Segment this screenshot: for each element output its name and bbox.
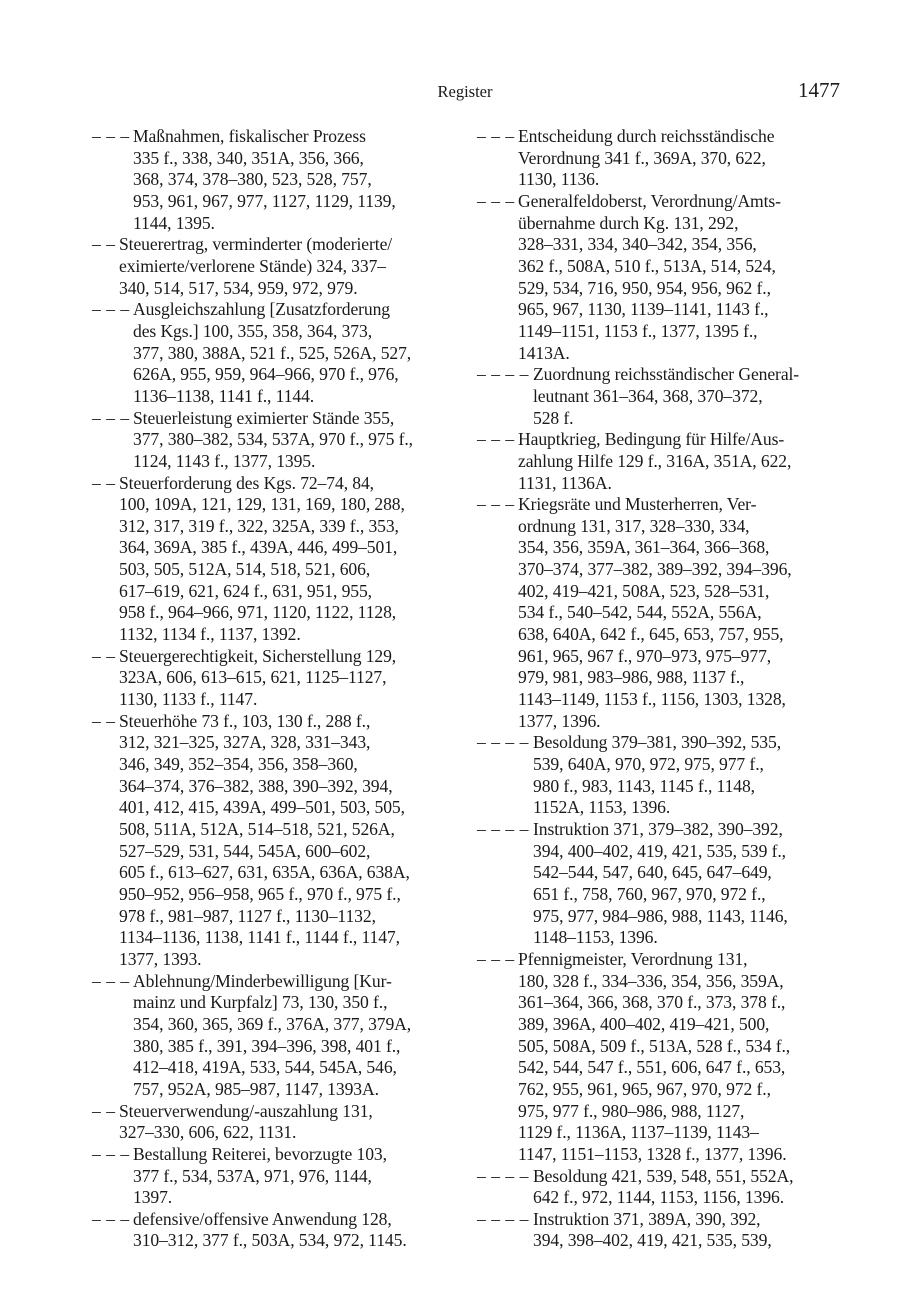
entry-continuation-line: 975, 977, 984–986, 988, 1143, 1146, xyxy=(533,905,788,926)
entry-text xyxy=(477,429,852,494)
entry-text xyxy=(477,732,852,819)
entry-continuation-line: 401, 412, 415, 439A, 499–501, 503, 505, xyxy=(119,797,405,818)
entry-text xyxy=(92,711,457,971)
entry-level-dash: – – – xyxy=(92,299,130,320)
entry-continuation-line: 617–619, 621, 624 f., 631, 951, 955, xyxy=(119,580,372,601)
index-entry xyxy=(477,1209,852,1252)
entry-text xyxy=(477,191,852,364)
page-number: 1477 xyxy=(798,78,840,102)
entry-heading-line: Besoldung 421, 539, 548, 551, 552A, xyxy=(533,1165,794,1186)
entry-continuation-line: Verordnung 341 f., 369A, 370, 622, xyxy=(518,147,766,168)
entry-continuation-line: 364, 369A, 385 f., 439A, 446, 499–501, xyxy=(119,537,398,558)
entry-heading-line: Steuergerechtigkeit, Sicherstellung 129, xyxy=(119,645,397,666)
entry-continuation-line: 1130, 1136. xyxy=(518,169,600,190)
index-entry xyxy=(477,364,852,429)
entry-heading-line: Steuerforderung des Kgs. 72–74, 84, xyxy=(119,472,374,493)
entry-heading-line: Instruktion 371, 379–382, 390–392, xyxy=(533,819,783,839)
entry-text xyxy=(477,494,852,732)
entry-continuation-line: 312, 321–325, 327A, 328, 331–343, xyxy=(119,732,371,753)
entry-continuation-line: 328–331, 334, 340–342, 354, 356, xyxy=(518,234,757,255)
entry-text xyxy=(92,646,457,711)
entry-continuation-line: 1136–1138, 1141 f., 1144. xyxy=(133,385,315,406)
entry-continuation-line: 1397. xyxy=(133,1187,173,1208)
entry-continuation-line: ordnung 131, 317, 328–330, 334, xyxy=(518,515,750,536)
entry-continuation-line: 757, 952A, 985–987, 1147, 1393A. xyxy=(133,1078,379,1099)
entry-text xyxy=(477,1166,852,1209)
entry-continuation-line: 975, 977 f., 980–986, 988, 1127, xyxy=(518,1100,745,1121)
entry-heading-line: defensive/offensive Anwendung 128, xyxy=(133,1208,392,1229)
index-entry xyxy=(92,299,457,407)
entry-continuation-line: 1143–1149, 1153 f., 1156, 1303, 1328, xyxy=(518,689,786,710)
entry-level-dash: – – xyxy=(92,645,116,666)
entry-level-dash: – – – xyxy=(477,429,515,450)
entry-text xyxy=(477,819,852,949)
entry-continuation-line: 1134–1136, 1138, 1141 f., 1144 f., 1147, xyxy=(119,927,400,948)
entry-level-dash: – – – xyxy=(477,494,515,515)
entry-level-dash: – – xyxy=(92,472,116,493)
entry-continuation-line: 394, 400–402, 419, 421, 535, 539 f., xyxy=(533,840,786,861)
entry-continuation-line: übernahme durch Kg. 131, 292, xyxy=(518,212,739,233)
index-entry xyxy=(477,819,852,949)
entry-continuation-line: zahlung Hilfe 129 f., 316A, 351A, 622, xyxy=(518,450,792,471)
entry-continuation-line: mainz und Kurpfalz] 73, 130, 350 f., xyxy=(133,992,388,1013)
entry-continuation-line: 377 f., 534, 537A, 971, 976, 1144, xyxy=(133,1165,372,1186)
entry-continuation-line: 364–374, 376–382, 388, 390–392, 394, xyxy=(119,775,393,796)
entry-text xyxy=(477,949,852,1166)
index-entry xyxy=(477,1166,852,1209)
entry-text xyxy=(477,1209,852,1252)
entry-level-dash: – – – xyxy=(92,1208,130,1229)
entry-continuation-line: 958 f., 964–966, 971, 1120, 1122, 1128, xyxy=(119,602,397,623)
entry-heading-line: Ablehnung/Minderbewilligung [Kur- xyxy=(133,970,392,991)
entry-continuation-line: 953, 961, 967, 977, 1127, 1129, 1139, xyxy=(133,190,396,211)
entry-continuation-line: 1147, 1151–1153, 1328 f., 1377, 1396. xyxy=(518,1143,787,1164)
index-column-right xyxy=(477,126,852,1252)
entry-continuation-line: 542, 544, 547 f., 551, 606, 647 f., 653, xyxy=(518,1057,786,1078)
entry-continuation-line: des Kgs.] 100, 355, 358, 364, 373, xyxy=(133,320,372,341)
entry-continuation-line: 361–364, 366, 368, 370 f., 373, 378 f., xyxy=(518,992,786,1013)
index-entry xyxy=(477,191,852,364)
entry-level-dash: – – – – xyxy=(477,1208,529,1229)
entry-continuation-line: 642 f., 972, 1144, 1153, 1156, 1396. xyxy=(533,1187,785,1208)
entry-continuation-line: 1152A, 1153, 1396. xyxy=(533,797,671,818)
entry-heading-line: Zuordnung reichsständischer General- xyxy=(533,364,800,385)
entry-continuation-line: 368, 374, 378–380, 523, 528, 757, xyxy=(133,169,372,190)
entry-continuation-line: 380, 385 f., 391, 394–396, 398, 401 f., xyxy=(133,1035,401,1056)
entry-level-dash: – – – xyxy=(477,948,515,969)
entry-continuation-line: 1144, 1395. xyxy=(133,212,215,233)
index-entry xyxy=(92,408,457,473)
entry-text xyxy=(92,1144,457,1209)
entry-continuation-line: 1132, 1134 f., 1137, 1392. xyxy=(119,624,301,645)
entry-continuation-line: 638, 640A, 642 f., 645, 653, 757, 955, xyxy=(518,624,784,645)
entry-heading-line: Generalfeldoberst, Verordnung/Amts- xyxy=(518,190,781,211)
entry-text xyxy=(92,408,457,473)
entry-continuation-line: 100, 109A, 121, 129, 131, 169, 180, 288, xyxy=(119,494,405,515)
index-entry xyxy=(92,711,457,971)
entry-continuation-line: 762, 955, 961, 965, 967, 970, 972 f., xyxy=(518,1078,771,1099)
entry-continuation-line: 961, 965, 967 f., 970–973, 975–977, xyxy=(518,645,772,666)
entry-continuation-line: 412–418, 419A, 533, 544, 545A, 546, xyxy=(133,1057,397,1078)
entry-continuation-line: 310–312, 377 f., 503A, 534, 972, 1145. xyxy=(133,1230,407,1251)
entry-continuation-line: 340, 514, 517, 534, 959, 972, 979. xyxy=(119,277,358,298)
entry-continuation-line: 978 f., 981–987, 1127 f., 1130–1132, xyxy=(119,905,376,926)
entry-continuation-line: 370–374, 377–382, 389–392, 394–396, xyxy=(518,559,792,580)
index-entry xyxy=(92,473,457,646)
entry-text xyxy=(477,126,852,191)
entry-continuation-line: 528 f. xyxy=(533,407,574,428)
entry-heading-line: Hauptkrieg, Bedingung für Hilfe/Aus- xyxy=(518,429,785,450)
entry-continuation-line: 402, 419–421, 508A, 523, 528–531, xyxy=(518,580,770,601)
entry-heading-line: Steuerhöhe 73 f., 103, 130 f., 288 f., xyxy=(119,710,371,731)
index-entry xyxy=(92,1144,457,1209)
entry-heading-line: Entscheidung durch reichsständische xyxy=(518,126,775,146)
entry-continuation-line: 1131, 1136A. xyxy=(518,472,612,493)
entry-continuation-line: 327–330, 606, 622, 1131. xyxy=(119,1122,297,1143)
index-entry xyxy=(92,234,457,299)
entry-continuation-line: 527–529, 531, 544, 545A, 600–602, xyxy=(119,840,371,861)
entry-continuation-line: 354, 360, 365, 369 f., 376A, 377, 379A, xyxy=(133,1013,412,1034)
entry-text xyxy=(92,1101,457,1144)
entry-level-dash: – – – xyxy=(92,126,130,146)
entry-heading-line: Ausgleichszahlung [Zusatzforderung xyxy=(133,299,391,320)
entry-continuation-line: leutnant 361–364, 368, 370–372, xyxy=(533,385,763,406)
entry-continuation-line: 605 f., 613–627, 631, 635A, 636A, 638A, xyxy=(119,862,410,883)
entry-continuation-line: 1413A. xyxy=(518,342,570,363)
entry-heading-line: Pfennigmeister, Verordnung 131, xyxy=(518,948,748,969)
entry-text xyxy=(92,473,457,646)
entry-continuation-line: 651 f., 758, 760, 967, 970, 972 f., xyxy=(533,883,766,904)
entry-level-dash: – – xyxy=(92,234,116,255)
entry-level-dash: – – xyxy=(92,1100,116,1121)
index-entry xyxy=(92,126,457,234)
entry-heading-line: Maßnahmen, fiskalischer Prozess xyxy=(133,126,366,146)
entry-continuation-line: 542–544, 547, 640, 645, 647–649, xyxy=(533,862,772,883)
index-column-left xyxy=(92,126,457,1252)
entry-continuation-line: eximierte/verlorene Stände) 324, 337– xyxy=(119,255,386,276)
entry-continuation-line: 979, 981, 983–986, 988, 1137 f., xyxy=(518,667,745,688)
entry-continuation-line: 534 f., 540–542, 544, 552A, 556A, xyxy=(518,602,762,623)
running-title: Register xyxy=(437,82,493,101)
entry-level-dash: – – – – xyxy=(477,364,529,385)
entry-continuation-line: 1124, 1143 f., 1377, 1395. xyxy=(133,450,316,471)
entry-level-dash: – – – xyxy=(92,970,130,991)
entry-level-dash: – – – – xyxy=(477,732,529,753)
index-entry xyxy=(92,1101,457,1144)
entry-heading-line: Instruktion 371, 389A, 390, 392, xyxy=(533,1208,761,1229)
entry-continuation-line: 180, 328 f., 334–336, 354, 356, 359A, xyxy=(518,970,784,991)
entry-heading-line: Steuerverwendung/-auszahlung 131, xyxy=(119,1100,373,1121)
entry-level-dash: – – – xyxy=(477,126,515,146)
running-head xyxy=(0,78,900,106)
entry-text xyxy=(92,1209,457,1252)
entry-continuation-line: 389, 396A, 400–402, 419–421, 500, xyxy=(518,1013,770,1034)
entry-level-dash: – – – xyxy=(477,190,515,211)
entry-level-dash: – – – xyxy=(92,407,130,428)
index-entry xyxy=(477,126,852,191)
index-entry xyxy=(92,646,457,711)
entry-continuation-line: 354, 356, 359A, 361–364, 366–368, xyxy=(518,537,770,558)
entry-continuation-line: 1149–1151, 1153 f., 1377, 1395 f., xyxy=(518,320,758,341)
entry-text xyxy=(92,126,457,234)
entry-continuation-line: 1129 f., 1136A, 1137–1139, 1143– xyxy=(518,1122,759,1143)
entry-continuation-line: 1377, 1393. xyxy=(119,948,202,969)
index-entry xyxy=(92,971,457,1101)
entry-heading-line: Kriegsräte und Musterherren, Ver- xyxy=(518,494,757,515)
entry-text xyxy=(92,234,457,299)
entry-heading-line: Steuerertrag, verminderter (moderierte/ xyxy=(119,234,393,255)
entry-continuation-line: 626A, 955, 959, 964–966, 970 f., 976, xyxy=(133,364,399,385)
entry-text xyxy=(92,971,457,1101)
entry-continuation-line: 1130, 1133 f., 1147. xyxy=(119,689,258,710)
entry-heading-line: Steuerleistung eximierter Stände 355, xyxy=(133,407,395,428)
entry-level-dash: – – – – xyxy=(477,1165,529,1186)
index-entry xyxy=(92,1209,457,1252)
index-entry xyxy=(477,732,852,819)
entry-heading-line: Besoldung 379–381, 390–392, 535, xyxy=(533,732,782,753)
entry-continuation-line: 346, 349, 352–354, 356, 358–360, xyxy=(119,754,358,775)
entry-continuation-line: 965, 967, 1130, 1139–1141, 1143 f., xyxy=(518,299,769,320)
entry-continuation-line: 335 f., 338, 340, 351A, 356, 366, xyxy=(133,147,364,168)
index-entry xyxy=(477,429,852,494)
entry-level-dash: – – xyxy=(92,710,116,731)
entry-text xyxy=(477,364,852,429)
entry-continuation-line: 1148–1153, 1396. xyxy=(533,927,658,948)
entry-level-dash: – – – – xyxy=(477,819,529,839)
entry-continuation-line: 312, 317, 319 f., 322, 325A, 339 f., 353, xyxy=(119,515,399,536)
entry-continuation-line: 980 f., 983, 1143, 1145 f., 1148, xyxy=(533,775,755,796)
entry-continuation-line: 503, 505, 512A, 514, 518, 521, 606, xyxy=(119,559,371,580)
index-entry xyxy=(477,494,852,732)
entry-continuation-line: 950–952, 956–958, 965 f., 970 f., 975 f., xyxy=(119,883,401,904)
entry-heading-line: Bestallung Reiterei, bevorzugte 103, xyxy=(133,1143,387,1164)
entry-continuation-line: 529, 534, 716, 950, 954, 956, 962 f., xyxy=(518,277,771,298)
entry-continuation-line: 508, 511A, 512A, 514–518, 521, 526A, xyxy=(119,819,395,839)
entry-continuation-line: 362 f., 508A, 510 f., 513A, 514, 524, xyxy=(518,255,776,276)
entry-continuation-line: 1377, 1396. xyxy=(518,710,601,731)
entry-continuation-line: 394, 398–402, 419, 421, 535, 539, xyxy=(533,1230,772,1251)
entry-continuation-line: 377, 380–382, 534, 537A, 970 f., 975 f., xyxy=(133,429,413,450)
entry-continuation-line: 377, 380, 388A, 521 f., 525, 526A, 527, xyxy=(133,342,412,363)
entry-continuation-line: 505, 508A, 509 f., 513A, 528 f., 534 f., xyxy=(518,1035,791,1056)
entry-continuation-line: 323A, 606, 613–615, 621, 1125–1127, xyxy=(119,667,387,688)
entry-text xyxy=(92,299,457,407)
index-entry xyxy=(477,949,852,1166)
entry-level-dash: – – – xyxy=(92,1143,130,1164)
entry-continuation-line: 539, 640A, 970, 972, 975, 977 f., xyxy=(533,754,764,775)
